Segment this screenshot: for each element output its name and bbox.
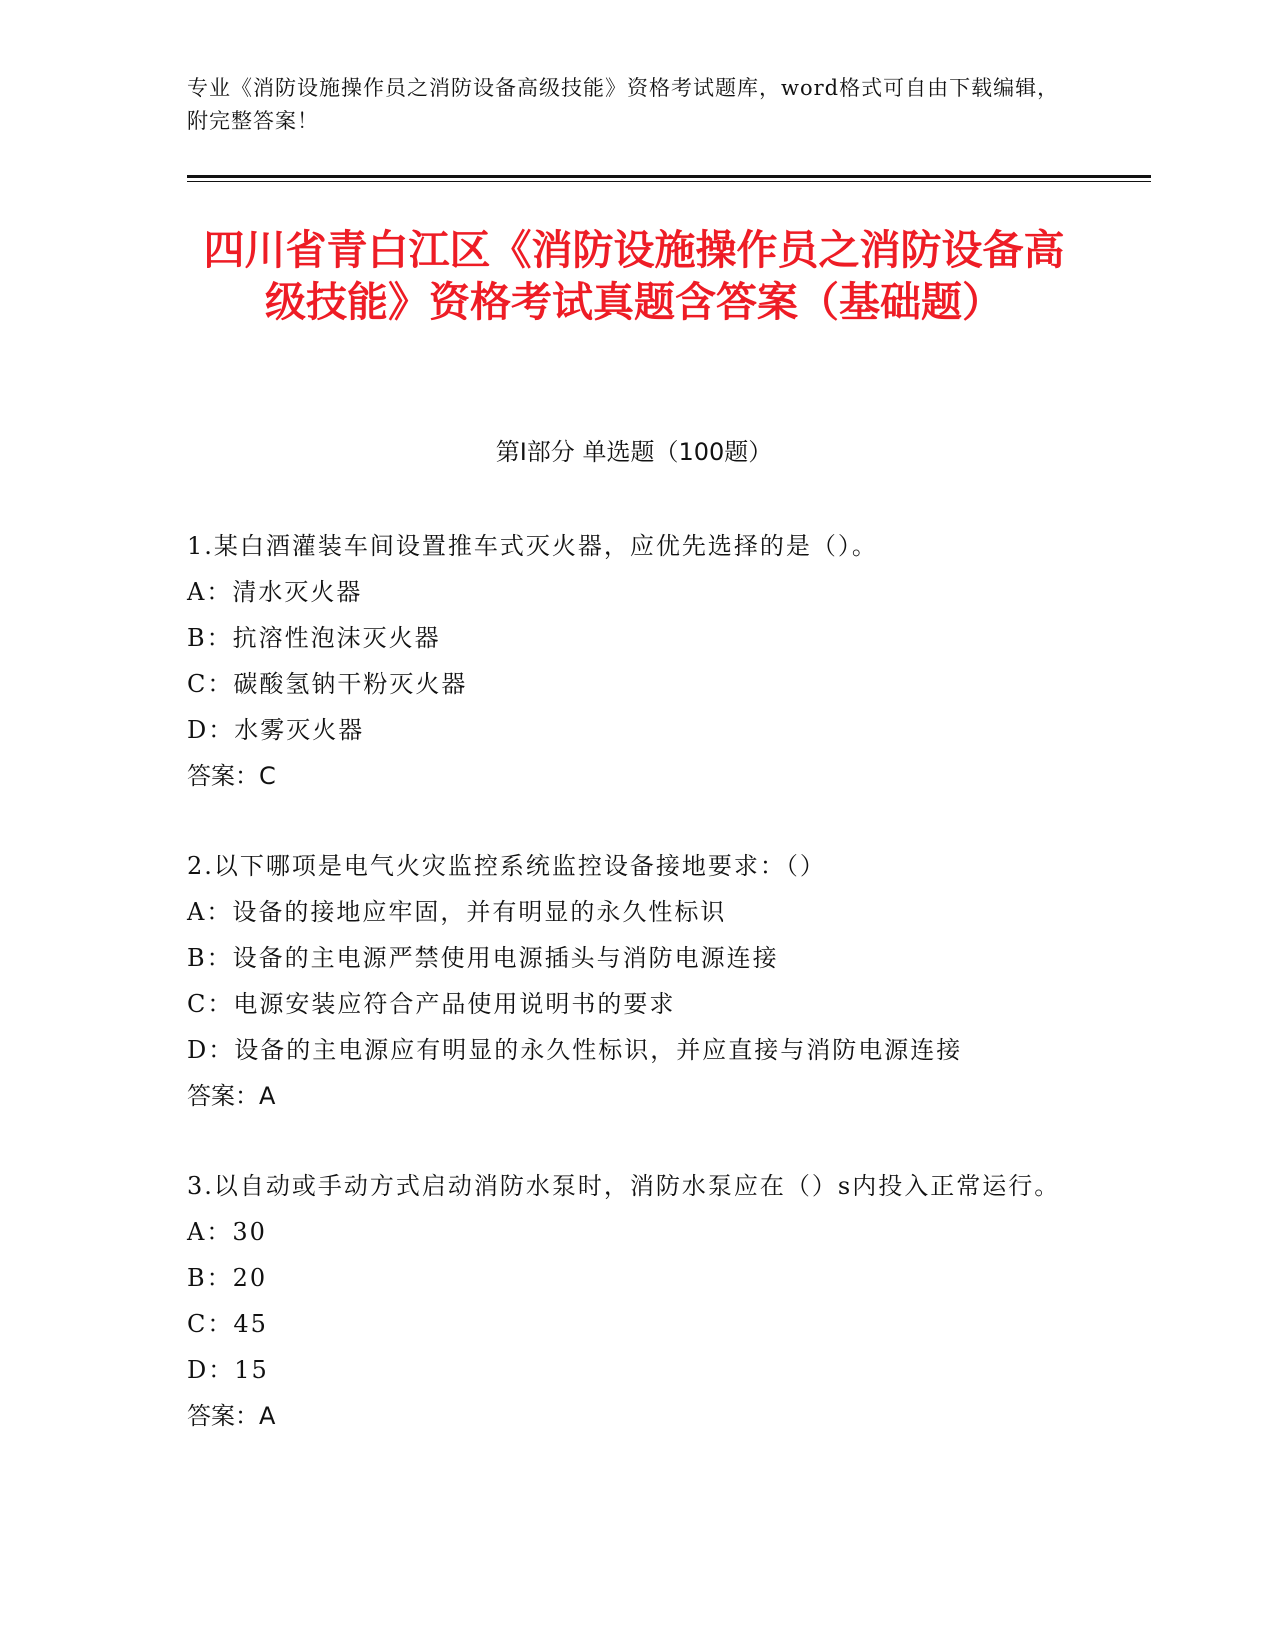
header-note: 专业《消防设施操作员之消防设备高级技能》资格考试题库，word格式可自由下载编辑，附完整答案！ [187,76,1060,133]
answer: 答案：A [187,1082,276,1110]
option-b: B：20 [187,1264,268,1292]
header-rule-thin [187,181,1151,182]
option-b: B：抗溶性泡沫灭火器 [187,624,441,652]
question-stem: 2.以下哪项是电气火灾监控系统监控设备接地要求：（） [187,852,826,880]
document-title: 四川省青白江区《消防设施操作员之消防设备高级技能》资格考试真题含答案（基础题） [203,226,1065,326]
option-d: D：水雾灭火器 [187,716,365,744]
option-c: C：碳酸氢钠干粉灭火器 [187,670,468,698]
section-heading: 第Ⅰ部分 单选题（100题） [495,438,773,466]
option-a: A：设备的接地应牢固，并有明显的永久性标识 [187,898,727,926]
option-c: C：45 [187,1310,268,1338]
option-d: D：15 [187,1356,269,1384]
question-stem: 1.某白酒灌装车间设置推车式灭火器，应优先选择的是（）。 [187,532,878,560]
option-a: A：清水灭火器 [187,578,363,606]
answer: 答案：C [187,762,276,790]
answer: 答案：A [187,1402,276,1430]
question-1 [187,523,1087,799]
option-c: C：电源安装应符合产品使用说明书的要求 [187,990,676,1018]
question-2 [187,843,1087,1119]
option-b: B：设备的主电源严禁使用电源插头与消防电源连接 [187,944,779,972]
question-3 [187,1163,1087,1439]
option-a: A：30 [187,1218,267,1246]
option-d: D：设备的主电源应有明显的永久性标识，并应直接与消防电源连接 [187,1036,963,1064]
question-stem: 3.以自动或手动方式启动消防水泵时，消防水泵应在（）s内投入正常运行。 [187,1172,1061,1200]
header-rule-thick [187,175,1151,178]
